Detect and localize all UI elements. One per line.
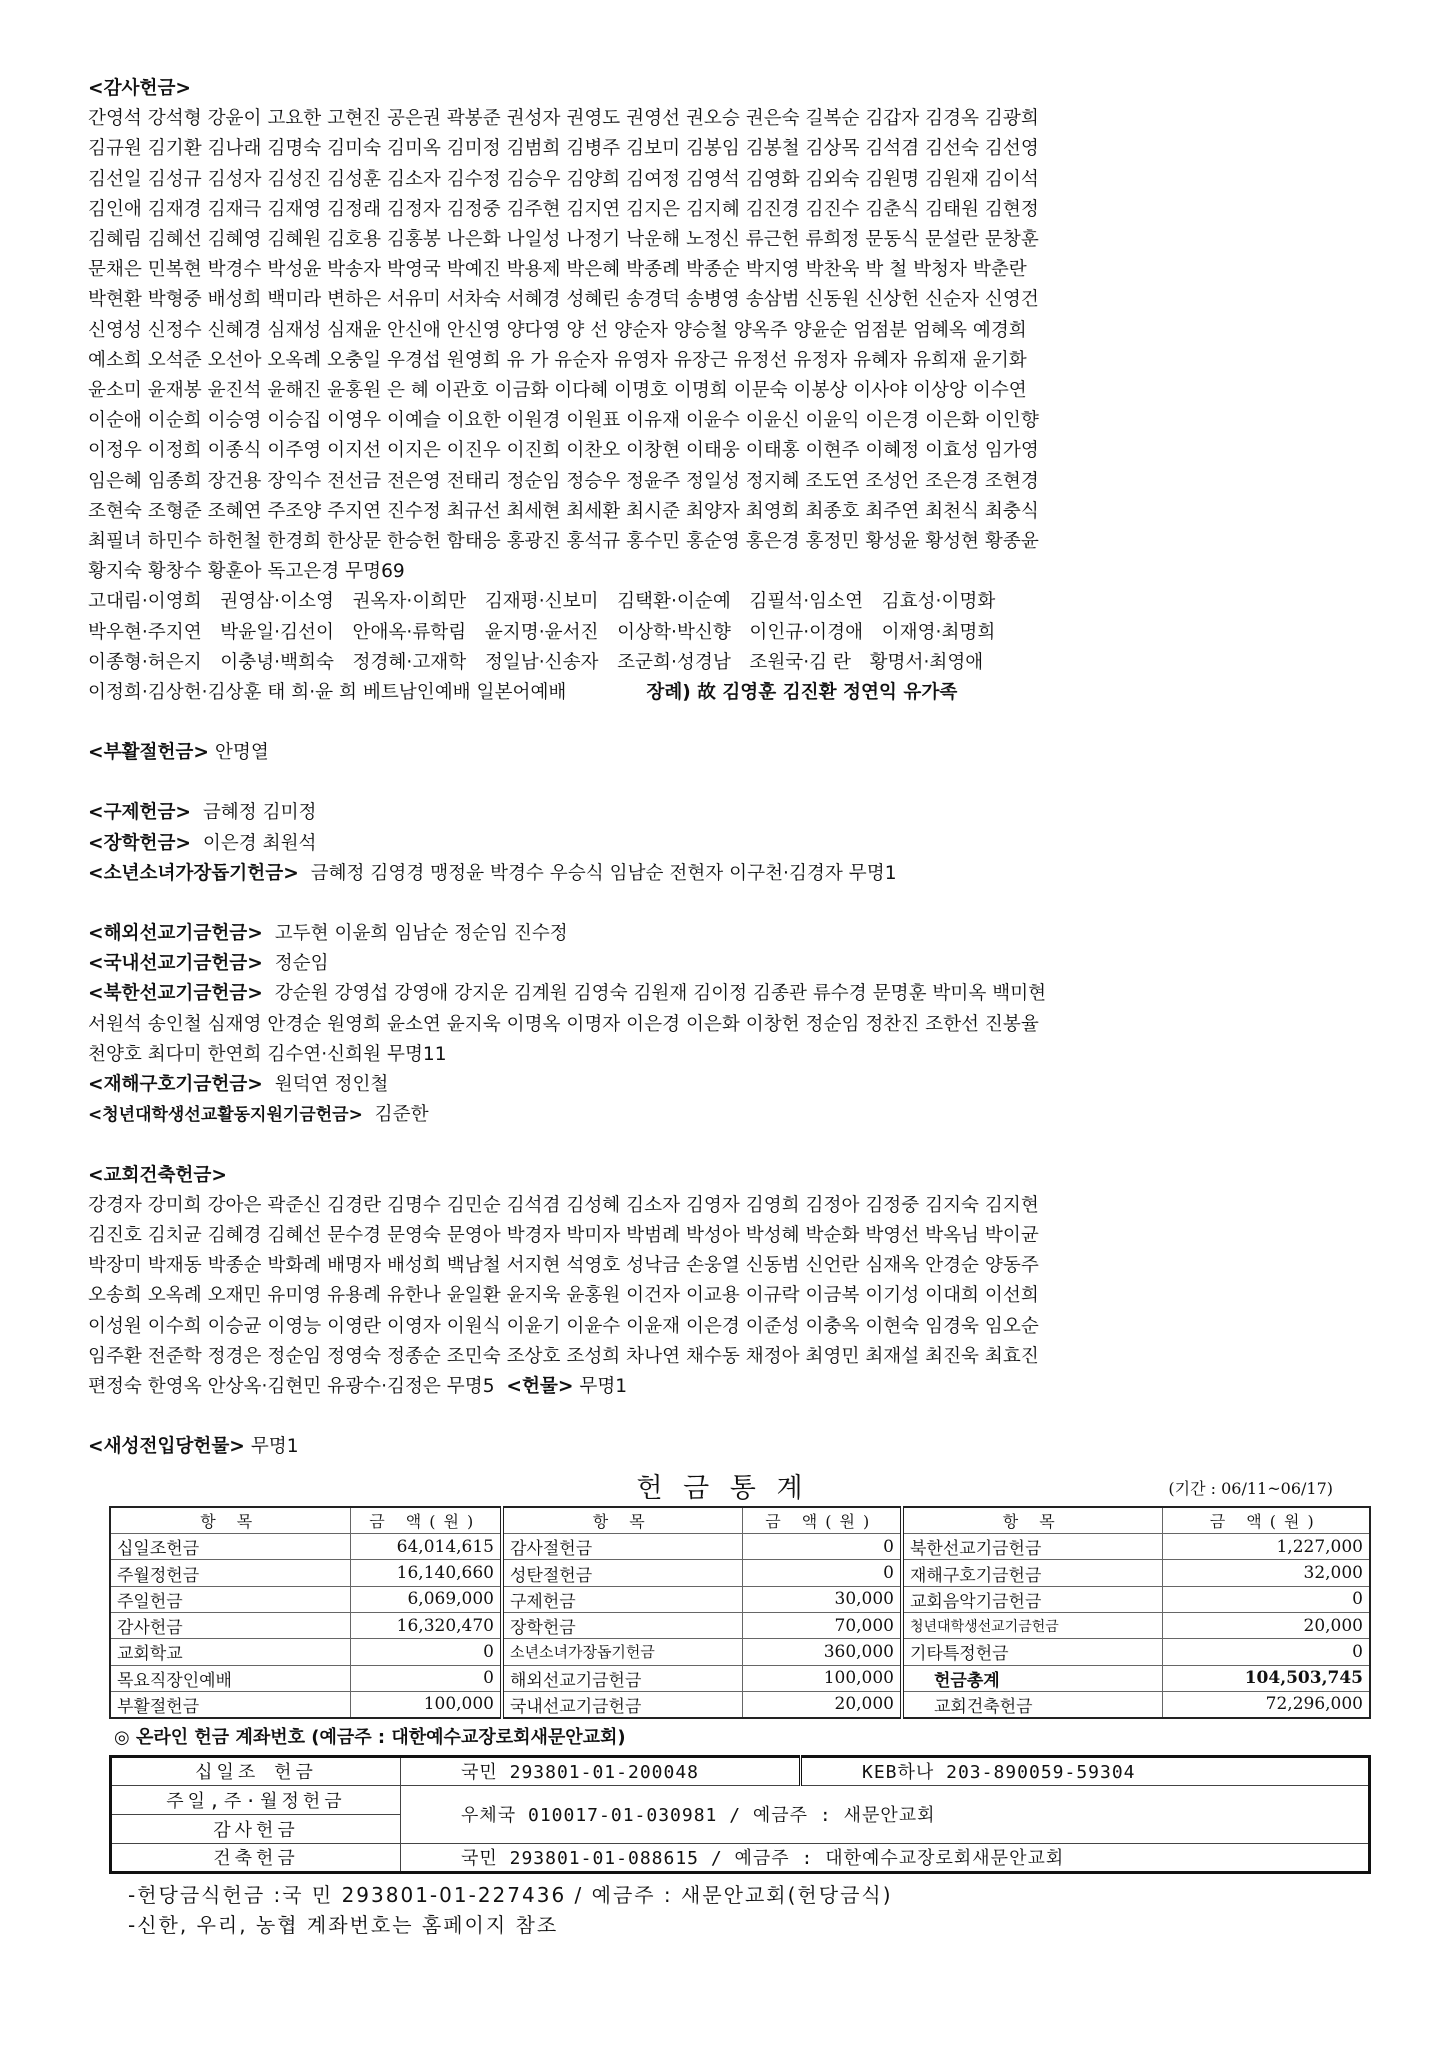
table-header-row <box>110 1507 1370 1533</box>
stat-amount: 0 <box>742 1560 902 1586</box>
donor-line: 임은혜 임종희 장건용 장익수 전선금 전은영 전태리 정순임 정승우 정윤주 정일성 정지혜 조도연 조성언 조은경 조현경 <box>88 470 1039 492</box>
donor-line: 고두현 이윤희 임남순 정순임 진수정 <box>274 923 568 945</box>
account-label: 건축헌금 <box>111 1843 401 1872</box>
section-heading: <재해구호기금헌금> <box>88 1074 263 1096</box>
account-label: 주일,주·월정헌금 <box>111 1785 401 1814</box>
stat-amount: 0 <box>1162 1586 1370 1612</box>
donor-line: 강순원 강영섭 강영애 강지운 김계원 김영숙 김원재 김이정 김종관 류수경 문명훈 박미옥 백미현 <box>274 983 1047 1005</box>
donor-line: 임주환 전준학 정경은 정순임 정영숙 정종순 조민숙 조상호 조성희 차나연 채수동 채정아 최영민 최재설 최진욱 최효진 <box>88 1345 1039 1367</box>
section-heading: <소년소녀가장돕기헌금> <box>88 862 299 884</box>
table-row <box>110 1613 1370 1639</box>
donor-line: 무명1 <box>250 1436 299 1458</box>
stat-label: 주일헌금 <box>110 1586 350 1612</box>
account-notes <box>128 1880 1357 1940</box>
stat-amount: 100,000 <box>742 1665 902 1691</box>
online-account-table <box>109 1755 1371 1874</box>
stat-label: 십일조헌금 <box>110 1534 350 1560</box>
couple-line: 이정희·김상헌·김상훈 태 희·윤 희 베트남인예배 일본어예배 장례) 故 김영훈 김진환 정연익 유가족 <box>88 682 958 704</box>
donor-line: 정순임 <box>274 953 329 975</box>
donor-line: 김선일 김성규 김성자 김성진 김성훈 김소자 김수정 김승우 김양희 김여정 김영석 김영화 김외숙 김원명 김원재 김이석 <box>88 168 1039 190</box>
donor-line: 강경자 강미희 강아은 곽준신 김경란 김명수 김민순 김석겸 김성혜 김소자 김영자 김영희 김정아 김정중 김지숙 김지현 <box>88 1194 1039 1216</box>
account-number: 국민 293801-01-088615 / 예금주 : 대한예수교장로회새문안교회 <box>401 1843 1370 1872</box>
stat-label: 구제헌금 <box>502 1586 742 1612</box>
table-row <box>110 1560 1370 1586</box>
mission-fund-section <box>88 919 1357 1130</box>
column-header: 항 목 <box>110 1507 350 1533</box>
donor-line: 김규원 김기환 김나래 김명숙 김미숙 김미옥 김미정 김범희 김병주 김보미 김봉임 김봉철 김상목 김석겸 김선숙 김선영 <box>88 138 1039 160</box>
stat-label: 청년대학생선교기금헌금 <box>902 1613 1162 1639</box>
donor-line: 천양호 최다미 한연희 김수연·신희원 무명11 <box>88 1043 447 1065</box>
stat-amount: 16,140,660 <box>350 1560 502 1586</box>
section-heading: <구제헌금> <box>88 802 192 824</box>
stat-label: 소년소녀가장돕기헌금 <box>502 1639 742 1665</box>
stat-total-amount: 104,503,745 <box>1162 1665 1370 1691</box>
column-header: 금 액(원) <box>1162 1507 1370 1533</box>
gift-donor: 무명1 <box>579 1375 628 1397</box>
column-header: 금 액(원) <box>350 1507 502 1533</box>
stat-amount: 1,227,000 <box>1162 1534 1370 1560</box>
stat-amount: 16,320,470 <box>350 1613 502 1639</box>
offering-stats-table <box>109 1506 1371 1719</box>
donor-line: 금혜정 김영경 맹정윤 박경수 우승식 임남순 전현자 이구천·김경자 무명1 <box>310 862 897 884</box>
table-row <box>111 1756 1370 1785</box>
section-heading: <감사헌금> <box>88 78 192 99</box>
stat-amount: 0 <box>350 1639 502 1665</box>
thanks-offering-section <box>88 74 1357 708</box>
donor-line: 이순애 이순희 이승영 이승집 이영우 이예슬 이요한 이원경 이원표 이유재 이윤수 이윤신 이윤익 이은경 이은화 이인향 <box>88 410 1039 432</box>
stat-amount: 0 <box>350 1665 502 1691</box>
donor-line: 예소희 오석준 오선아 오옥례 오충일 우경섭 원영희 유 가 유순자 유영자 유장근 유정선 유정자 유혜자 유희재 윤기화 <box>88 349 1027 371</box>
stat-amount: 32,000 <box>1162 1560 1370 1586</box>
relief-scholarship-section <box>88 798 1357 889</box>
stat-label: 주월정헌금 <box>110 1560 350 1586</box>
account-label: 감사헌금 <box>111 1814 401 1843</box>
donor-line: 서원석 송인철 심재영 안경순 원영희 윤소연 윤지욱 이명옥 이명자 이은경 이은화 이창헌 정순임 정찬진 조한선 진봉율 <box>88 1013 1039 1035</box>
table-row <box>110 1691 1370 1718</box>
section-heading: <장학헌금> <box>88 832 192 854</box>
donor-line: 이성원 이수희 이승균 이영능 이영란 이영자 이원식 이윤기 이윤수 이윤재 이은경 이준성 이충옥 이현숙 임경욱 임오순 <box>88 1315 1039 1337</box>
donor-line: 김준한 <box>374 1104 429 1126</box>
stats-title: 헌 금 통 계 <box>636 1473 809 1505</box>
table-row <box>110 1586 1370 1612</box>
stat-label: 국내선교기금헌금 <box>502 1691 742 1718</box>
couple-line: 고대림·이영희 권영삼·이소영 권옥자·이희만 김재평·신보미 김택환·이순예 김필석·임소연 김효성·이명화 <box>88 591 996 613</box>
offering-stats-header <box>88 1466 1357 1506</box>
donor-line: 최필녀 하민수 하헌철 한경희 한상문 한승헌 함태응 홍광진 홍석규 홍수민 홍순영 홍은경 홍정민 황성윤 황성현 황종윤 <box>88 531 1039 553</box>
stat-label: 재해구호기금헌금 <box>902 1560 1162 1586</box>
donor-line: 김진호 김치균 김혜경 김혜선 문수경 문영숙 문영아 박경자 박미자 박범례 박성아 박성혜 박순화 박영선 박옥님 박이균 <box>88 1224 1039 1246</box>
stat-amount: 0 <box>1162 1639 1370 1665</box>
stat-amount: 20,000 <box>1162 1613 1370 1639</box>
section-heading: <교회건축헌금> <box>88 1164 227 1186</box>
account-number: 국민 293801-01-200048 <box>401 1756 801 1785</box>
note-line: -헌당금식헌금 :국 민 293801-01-227436 / 예금주 : 새문안교회(헌당금식) <box>128 1882 893 1907</box>
donor-line: 안명열 <box>214 742 269 764</box>
table-row <box>110 1665 1370 1691</box>
stats-period: (기간 : 06/11~06/17) <box>1168 1479 1333 1499</box>
donor-line: 김인애 김재경 김재극 김재영 김정래 김정자 김정중 김주현 김지연 김지은 김지혜 김진경 김진수 김춘식 김태원 김현정 <box>88 198 1039 220</box>
stat-label: 북한선교기금헌금 <box>902 1534 1162 1560</box>
stat-label: 목요직장인예배 <box>110 1665 350 1691</box>
stat-amount: 6,069,000 <box>350 1586 502 1612</box>
stat-label: 기타특정헌금 <box>902 1639 1162 1665</box>
funeral-note: 장례) 故 김영훈 김진환 정연익 유가족 <box>646 682 958 704</box>
section-heading: <부활절헌금> <box>88 742 209 764</box>
donor-line: 원덕연 정인철 <box>274 1074 389 1096</box>
section-heading: <국내선교기금헌금> <box>88 953 263 975</box>
table-row <box>110 1534 1370 1560</box>
column-header: 항 목 <box>502 1507 742 1533</box>
stat-amount: 20,000 <box>742 1691 902 1718</box>
stat-label: 교회음악기금헌금 <box>902 1586 1162 1612</box>
donor-line: 편정숙 한영옥 안상옥·김현민 유광수·김정은 무명5 <헌물> 무명1 <box>88 1375 628 1397</box>
stat-amount: 30,000 <box>742 1586 902 1612</box>
couple-line: 이종형·허은지 이충녕·백희숙 정경혜·고재학 정일남·신송자 조군희·성경남 조원국·김 란 황명서·최영애 <box>88 651 984 673</box>
donor-line: 이정우 이정희 이종식 이주영 이지선 이지은 이진우 이진희 이찬오 이창현 이태웅 이태홍 이현주 이혜정 이효성 임가영 <box>88 440 1039 462</box>
stat-label: 부활절헌금 <box>110 1691 350 1718</box>
stat-amount: 100,000 <box>350 1691 502 1718</box>
stat-label: 해외선교기금헌금 <box>502 1665 742 1691</box>
online-account-title: ◎ 온라인 헌금 계좌번호 (예금주 : 대한예수교장로회새문안교회) <box>114 1726 626 1748</box>
stat-amount: 0 <box>742 1534 902 1560</box>
easter-offering-section <box>88 738 1357 768</box>
stat-label: 성탄절헌금 <box>502 1560 742 1586</box>
column-header: 항 목 <box>902 1507 1162 1533</box>
new-sanctuary-gift-section <box>88 1432 1357 1462</box>
donor-line: 문채은 민복현 박경수 박성윤 박송자 박영국 박예진 박용제 박은혜 박종례 박종순 박지영 박찬욱 박 철 박청자 박춘란 <box>88 259 1027 281</box>
account-number: 우체국 010017-01-030981 / 예금주 : 새문안교회 <box>401 1785 1370 1843</box>
donor-line: 김혜림 김혜선 김혜영 김혜원 김호용 김홍봉 나은화 나일성 나정기 낙운해 노정신 류근헌 류희정 문동식 문설란 문창훈 <box>88 229 1039 251</box>
stat-amount: 70,000 <box>742 1613 902 1639</box>
column-header: 금 액(원) <box>742 1507 902 1533</box>
donor-line: 신영성 신정수 신혜경 심재성 심재윤 안신애 안신영 양다영 양 선 양순자 양승철 양옥주 양윤순 엄점분 엄혜옥 예경희 <box>88 319 1027 341</box>
table-row <box>111 1843 1370 1872</box>
note-line: -신한, 우리, 농협 계좌번호는 홈페이지 참조 <box>128 1912 559 1937</box>
donor-line: 윤소미 윤재봉 윤진석 윤해진 윤홍원 은 혜 이관호 이금화 이다혜 이명호 이명희 이문숙 이봉상 이사야 이상앙 이수연 <box>88 380 1027 402</box>
section-heading: <새성전입당헌물> <box>88 1436 245 1458</box>
section-heading: <해외선교기금헌금> <box>88 923 263 945</box>
section-heading: <청년대학생선교활동지원기금헌금> <box>88 1105 363 1126</box>
table-row <box>111 1785 1370 1814</box>
stat-amount: 72,296,000 <box>1162 1691 1370 1718</box>
account-number: KEB하나 203-890059-59304 <box>801 1756 1370 1785</box>
stat-label: 교회건축헌금 <box>902 1691 1162 1718</box>
stat-label: 장학헌금 <box>502 1613 742 1639</box>
donor-line: 박장미 박재동 박종순 박화례 배명자 배성희 백남철 서지현 석영호 성낙금 손웅열 신동범 신언란 심재옥 안경순 양동주 <box>88 1255 1039 1277</box>
stat-amount: 64,014,615 <box>350 1534 502 1560</box>
donor-line: 황지숙 황창수 황훈아 독고은경 무명69 <box>88 561 405 583</box>
donor-line: 박현환 박형중 배성희 백미라 변하은 서유미 서차숙 서혜경 성혜린 송경덕 송병영 송삼범 신동원 신상헌 신순자 신영건 <box>88 289 1039 311</box>
donor-line: 금혜정 김미정 <box>202 802 317 824</box>
stat-amount: 360,000 <box>742 1639 902 1665</box>
stat-label: 교회학교 <box>110 1639 350 1665</box>
stat-label: 감사절헌금 <box>502 1534 742 1560</box>
account-label: 십일조 헌금 <box>111 1756 401 1785</box>
couple-line: 박우현·주지연 박윤일·김선이 안애옥·류학림 윤지명·윤서진 이상학·박신향 이인규·이경애 이재영·최명희 <box>88 621 996 643</box>
section-heading: <북한선교기금헌금> <box>88 983 263 1005</box>
donor-line: 오송희 오옥례 오재민 유미영 유용례 유한나 윤일환 윤지욱 윤홍원 이건자 이교용 이규락 이금복 이기성 이대희 이선희 <box>88 1285 1039 1307</box>
donor-line: 간영석 강석형 강윤이 고요한 고현진 공은권 곽봉준 권성자 권영도 권영선 권오승 권은숙 길복순 김갑자 김경옥 김광희 <box>88 108 1039 130</box>
stat-label: 헌금총계 <box>902 1665 1162 1691</box>
donor-line: 조현숙 조형준 조혜연 주조양 주지연 진수정 최규선 최세현 최세환 최시준 최양자 최영희 최종호 최주연 최천식 최충식 <box>88 500 1039 522</box>
stat-label: 감사헌금 <box>110 1613 350 1639</box>
building-offering-section <box>88 1161 1357 1403</box>
table-row <box>110 1639 1370 1665</box>
donor-line: 이은경 최원석 <box>202 832 317 854</box>
gift-heading: <헌물> <box>506 1375 574 1397</box>
